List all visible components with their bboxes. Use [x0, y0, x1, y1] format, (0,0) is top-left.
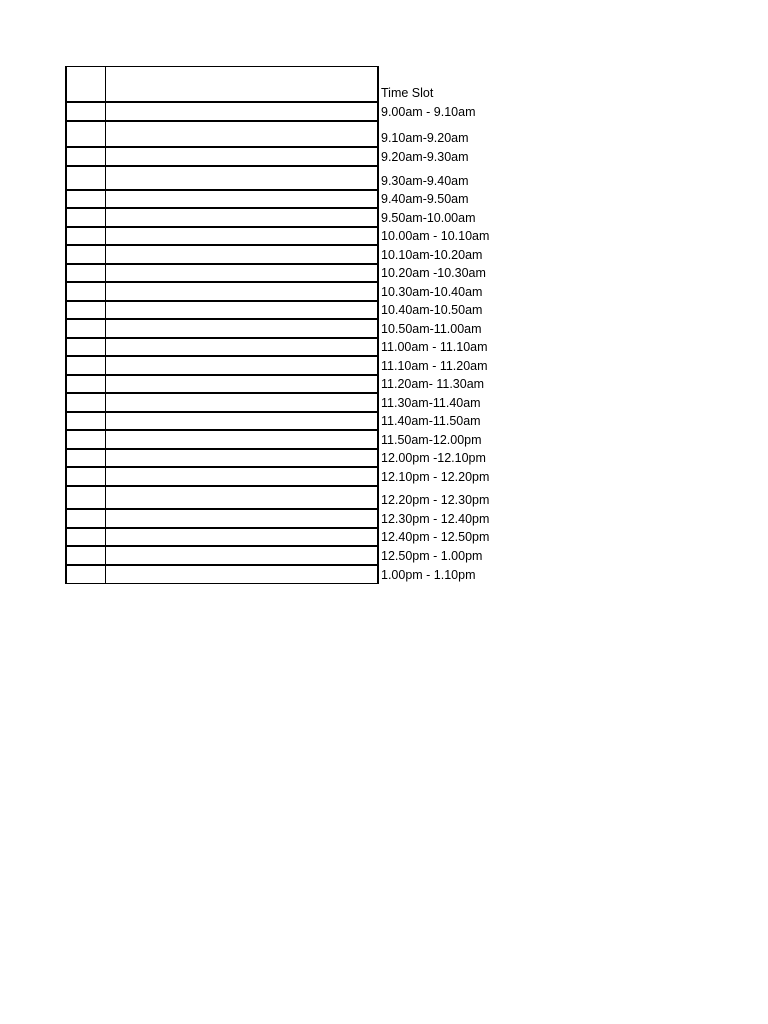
name-cell[interactable] [106, 102, 379, 121]
number-cell[interactable] [65, 264, 106, 282]
timetable-sheet [65, 66, 565, 586]
time-slot-label: 10.20am -10.30am [381, 266, 486, 280]
name-cell[interactable] [106, 356, 379, 375]
number-cell[interactable] [65, 546, 106, 565]
name-cell[interactable] [106, 264, 379, 282]
name-cell[interactable] [106, 546, 379, 565]
name-cell[interactable] [106, 121, 379, 147]
number-cell[interactable] [65, 121, 106, 147]
name-cell[interactable] [106, 430, 379, 449]
time-slot-label: 10.40am-10.50am [381, 303, 483, 317]
time-slot-label: 9.00am - 9.10am [381, 105, 476, 119]
name-cell[interactable] [106, 319, 379, 338]
number-cell[interactable] [65, 356, 106, 375]
name-cell[interactable] [106, 449, 379, 467]
number-cell[interactable] [65, 338, 106, 356]
name-cell[interactable] [106, 245, 379, 264]
name-cell[interactable] [106, 467, 379, 486]
time-slot-label: 12.40pm - 12.50pm [381, 530, 490, 544]
time-slot-label: 9.20am-9.30am [381, 150, 469, 164]
number-cell[interactable] [65, 393, 106, 412]
time-slot-label: 9.10am-9.20am [381, 131, 469, 145]
number-cell[interactable] [65, 301, 106, 319]
time-slot-label: 10.30am-10.40am [381, 285, 483, 299]
time-slot-label: 11.30am-11.40am [381, 396, 481, 410]
number-cell[interactable] [65, 467, 106, 486]
time-slot-label: 11.40am-11.50am [381, 414, 481, 428]
number-cell[interactable] [65, 190, 106, 208]
time-slot-label: 9.40am-9.50am [381, 192, 469, 206]
time-slot-label: 11.10am - 11.20am [381, 359, 488, 373]
name-cell[interactable] [106, 166, 379, 190]
time-slot-label: 12.30pm - 12.40pm [381, 512, 490, 526]
name-cell[interactable] [106, 338, 379, 356]
number-cell[interactable] [65, 430, 106, 449]
time-slot-label: 11.00am - 11.10am [381, 340, 488, 354]
number-cell[interactable] [65, 486, 106, 509]
name-cell[interactable] [106, 565, 379, 584]
number-cell[interactable] [65, 319, 106, 338]
time-slot-label: 12.10pm - 12.20pm [381, 470, 490, 484]
number-cell[interactable] [65, 102, 106, 121]
time-slot-header: Time Slot [381, 86, 434, 100]
time-slot-label: 10.50am-11.00am [381, 322, 482, 336]
time-slot-label: 10.10am-10.20am [381, 248, 483, 262]
number-cell[interactable] [65, 528, 106, 546]
name-cell[interactable] [106, 375, 379, 393]
time-slot-label: 9.50am-10.00am [381, 211, 476, 225]
name-cell[interactable] [106, 301, 379, 319]
number-cell[interactable] [65, 375, 106, 393]
name-cell[interactable] [106, 227, 379, 245]
time-slot-label: 10.00am - 10.10am [381, 229, 490, 243]
number-cell[interactable] [65, 412, 106, 430]
number-cell[interactable] [65, 208, 106, 227]
name-cell[interactable] [106, 393, 379, 412]
number-cell[interactable] [65, 166, 106, 190]
name-cell[interactable] [106, 208, 379, 227]
time-slot-label: 11.20am- 11.30am [381, 377, 485, 391]
name-cell[interactable] [106, 486, 379, 509]
time-slot-label: 9.30am-9.40am [381, 174, 469, 188]
name-cell[interactable] [106, 412, 379, 430]
name-cell[interactable] [106, 190, 379, 208]
name-cell[interactable] [106, 282, 379, 301]
name-cell[interactable] [106, 528, 379, 546]
number-cell[interactable] [65, 66, 106, 102]
name-cell[interactable] [106, 66, 379, 102]
number-cell[interactable] [65, 282, 106, 301]
number-cell[interactable] [65, 509, 106, 528]
time-slot-label: 11.50am-12.00pm [381, 433, 482, 447]
time-slot-label: 12.20pm - 12.30pm [381, 493, 490, 507]
name-cell[interactable] [106, 147, 379, 166]
number-cell[interactable] [65, 245, 106, 264]
time-slot-label: 12.00pm -12.10pm [381, 451, 486, 465]
time-slot-label: 12.50pm - 1.00pm [381, 549, 483, 563]
number-cell[interactable] [65, 147, 106, 166]
number-cell[interactable] [65, 565, 106, 584]
number-cell[interactable] [65, 449, 106, 467]
name-cell[interactable] [106, 509, 379, 528]
time-slot-label: 1.00pm - 1.10pm [381, 568, 476, 582]
number-cell[interactable] [65, 227, 106, 245]
